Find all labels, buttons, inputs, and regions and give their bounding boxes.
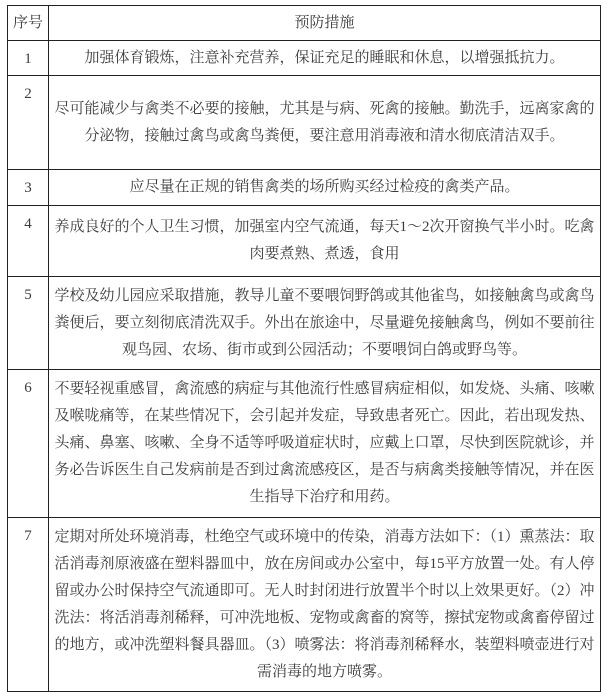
row-number: 7 — [8, 518, 49, 692]
table-row — [8, 76, 601, 170]
row-measure-text: 尽可能减少与禽类不必要的接触，尤其是与病、死禽的接触。勤洗手，远离家禽的分泌物，接触过禽鸟或禽鸟粪便，要注意用消毒液和清水彻底清洁双手。 — [49, 76, 601, 170]
table-row — [8, 370, 601, 518]
table-row — [8, 518, 601, 692]
row-measure-text: 加强体育锻炼，注意补充营养，保证充足的睡眠和休息，以增强抵抗力。 — [49, 41, 601, 76]
prevention-measures-table — [7, 5, 601, 692]
row-measure-text: 养成良好的个人卫生习惯，加强室内空气流通，每天1～2次开窗换气半小时。吃禽肉要煮熟、煮透，食用 — [49, 206, 601, 277]
table-row — [8, 41, 601, 76]
header-measures-cell: 预防措施 — [49, 6, 601, 41]
row-measure-text: 不要轻视重感冒，禽流感的病症与其他流行性感冒病症相似，如发烧、头痛、咳嗽及喉咙痛等，在某些情况下，会引起并发症，导致患者死亡。因此，若出现发热、头痛、鼻塞、咳嗽、全身不适等呼吸道症状时，应戴上口罩，尽快到医院就诊，并务必告诉医生自己发病前是否到过禽流感疫区，是否与病禽类接触等情况，并在医生指导下治疗和用药。 — [49, 370, 601, 518]
table-row — [8, 277, 601, 370]
table-row — [8, 206, 601, 277]
row-measure-text: 定期对所处环境消毒，杜绝空气或环境中的传染，消毒方法如下：（1）熏蒸法：取活消毒剂原液盛在塑料器皿中，放在房间或办公室中，每15平方放置一处。有人停留或办公时保持空气流通即可。无人时封闭进行放置半个时以上效果更好。（2）冲洗法：将活消毒剂稀释，可冲洗地板、宠物或禽畜的窝等，擦拭宠物或禽畜停留过的地方，或冲洗塑料餐具器皿。（3）喷雾法：将消毒剂稀释水，装塑料喷壶进行对需消毒的地方喷雾。 — [49, 518, 601, 692]
table-header-row — [8, 6, 601, 41]
row-number: 2 — [8, 76, 49, 170]
row-number: 1 — [8, 41, 49, 76]
row-measure-text: 应尽量在正规的销售禽类的场所购买经过检疫的禽类产品。 — [49, 170, 601, 206]
row-number: 6 — [8, 370, 49, 518]
row-number: 5 — [8, 277, 49, 370]
table-row — [8, 170, 601, 206]
row-number: 3 — [8, 170, 49, 206]
row-measure-text: 学校及幼儿园应采取措施，教导儿童不要喂饲野鸽或其他雀鸟，如接触禽鸟或禽鸟粪便后，要立刻彻底清洗双手。外出在旅途中，尽量避免接触禽鸟，例如不要前往观鸟园、农场、街市或到公园活动；不要喂饲白鸽或野鸟等。 — [49, 277, 601, 370]
row-number: 4 — [8, 206, 49, 277]
header-number-cell: 序号 — [8, 6, 49, 41]
